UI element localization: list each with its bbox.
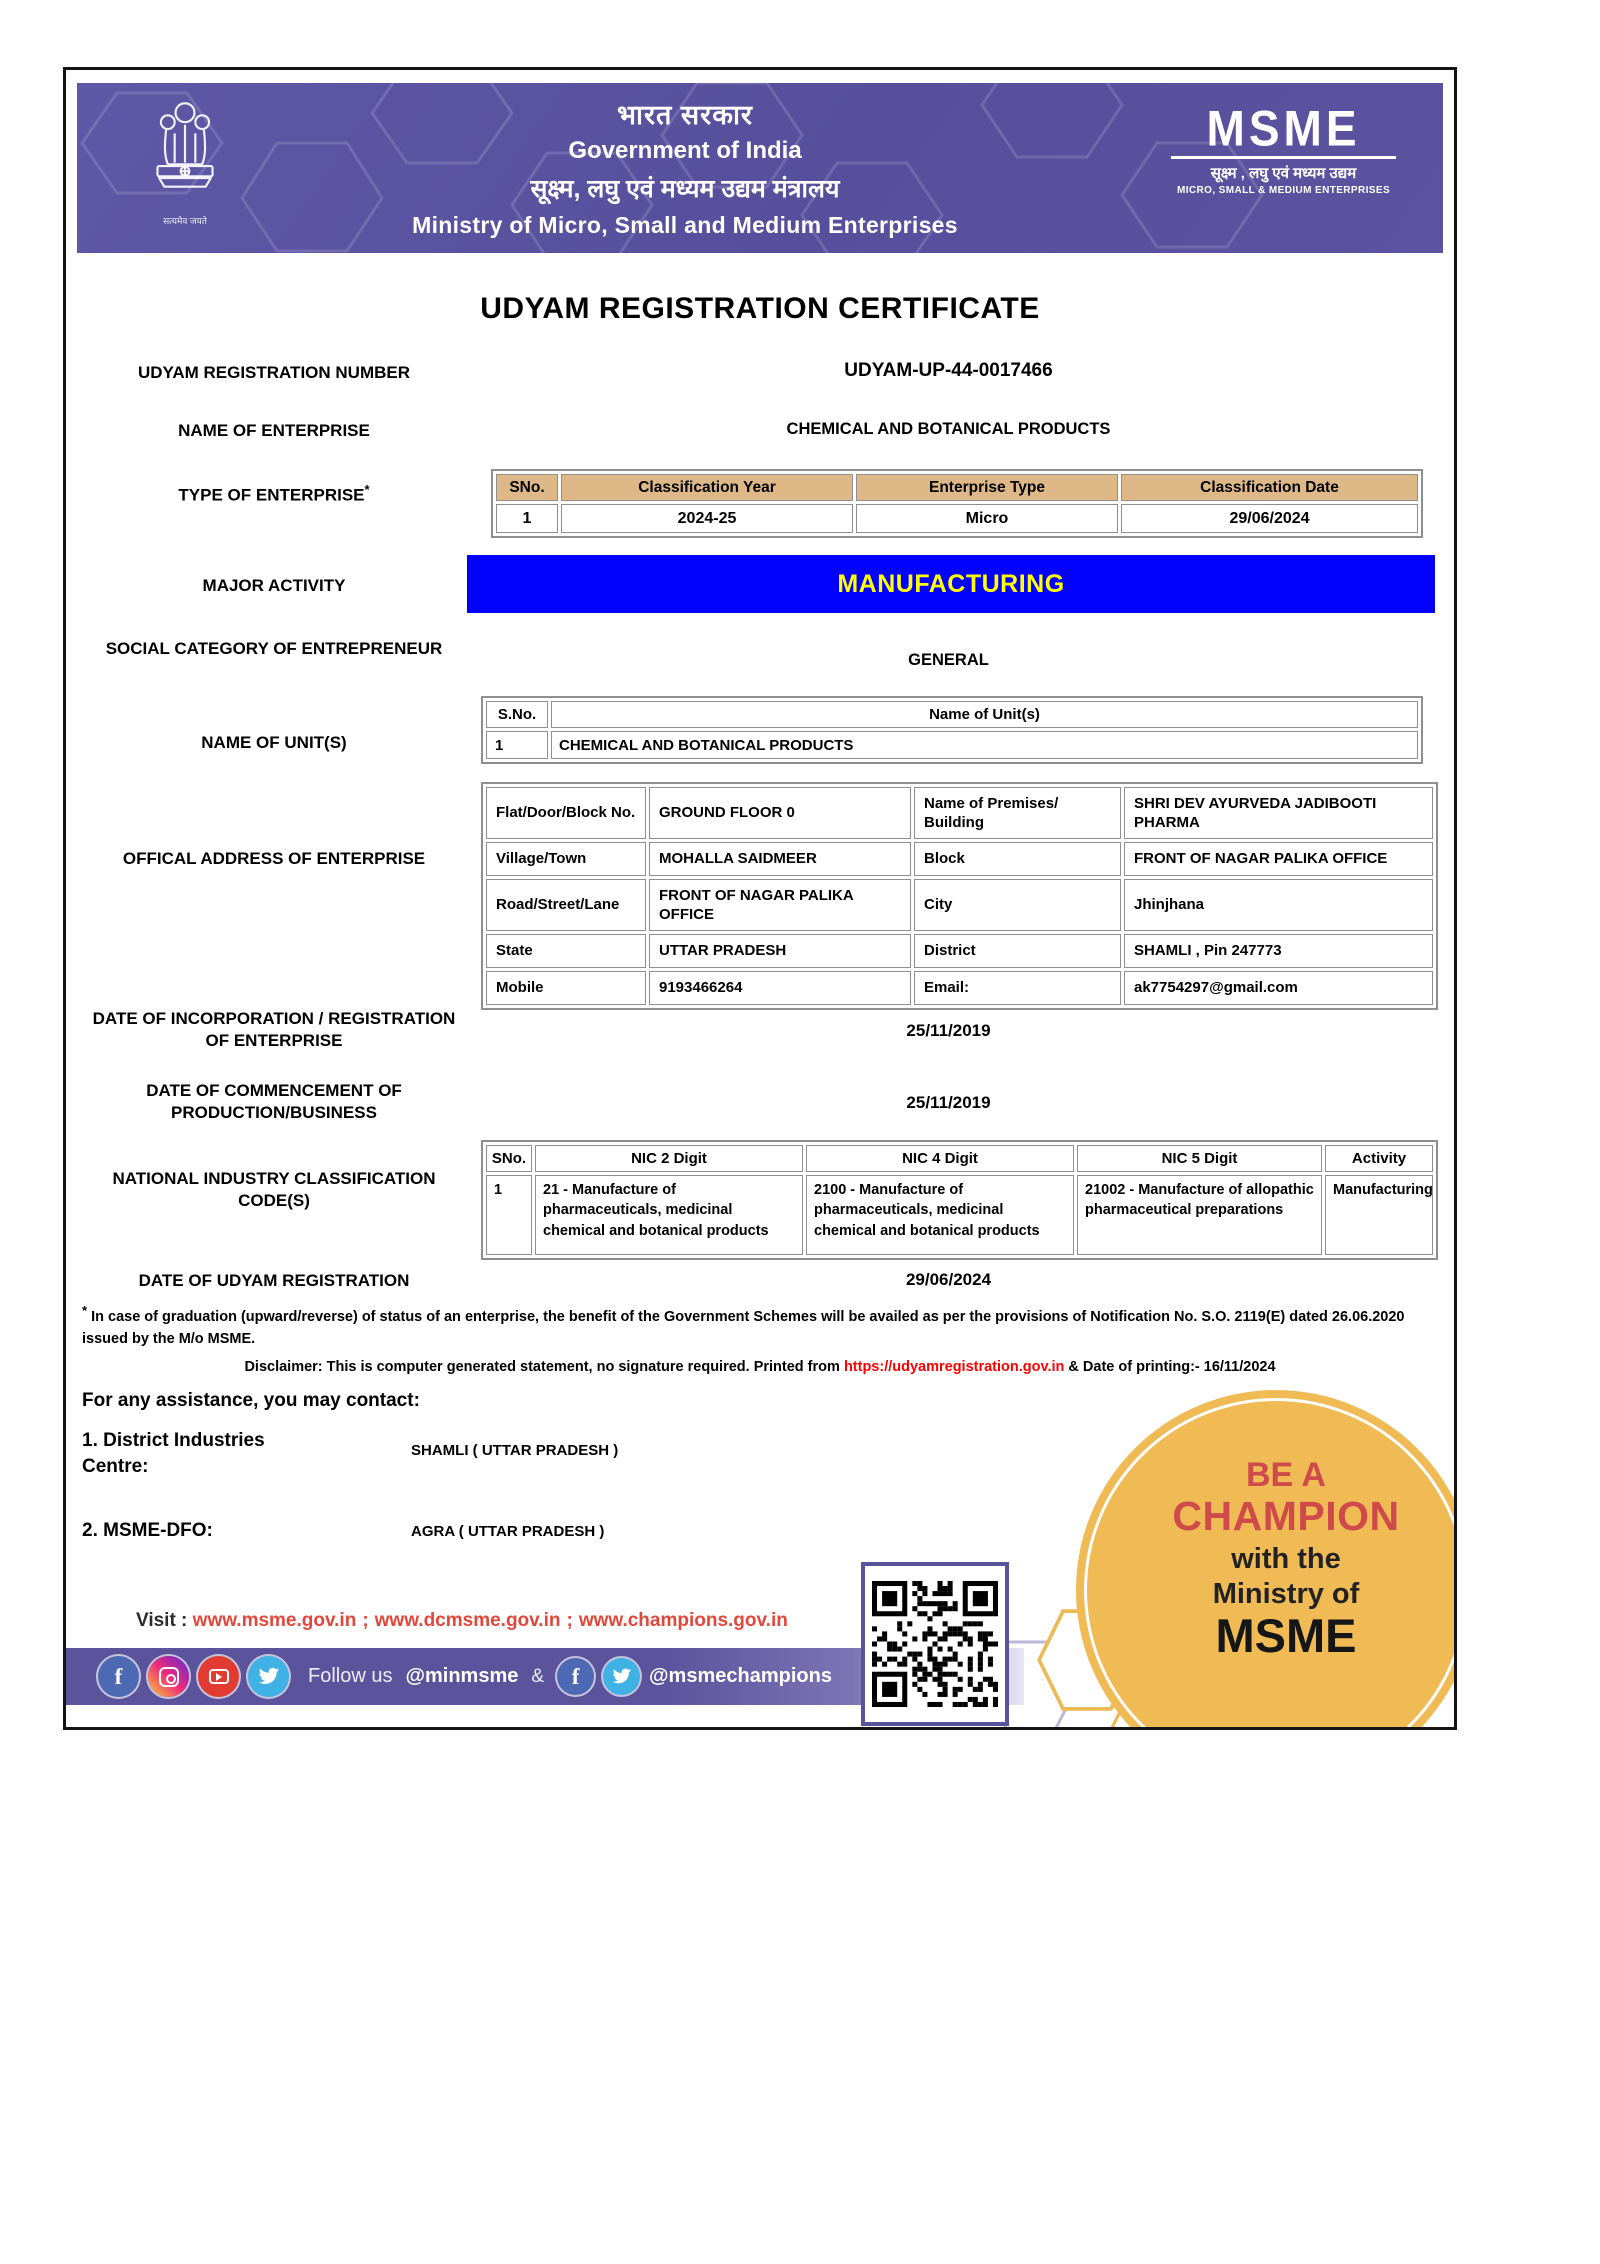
table-row [486,879,1433,931]
twitter-icon[interactable] [603,1658,640,1695]
cell-value: FRONT OF NAGAR PALIKA OFFICE [649,879,911,931]
cell-sno: 1 [496,504,558,533]
graduation-footnote [82,1301,1442,1351]
cell-sno: 1 [486,1175,532,1255]
conjunction-text: & [531,1665,545,1687]
msme-logo-text: MSME [1206,99,1361,157]
header-titles [257,95,1113,239]
disclaimer-prefix: Disclaimer: This is computer generated statement, no signature required. Printed from [244,1359,844,1375]
link-separator: ; [362,1610,369,1631]
table-row [486,971,1433,1005]
commencement-date-label: DATE OF COMMENCEMENT OF PRODUCTION/BUSINESS [146,1081,402,1123]
cell-value: Jhinjhana [1124,879,1433,931]
commencement-date-value: 25/11/2019 [906,1093,991,1112]
msme-tagline-hindi: सूक्ष्म , लघु एवं मध्यम उद्यम [1210,165,1357,182]
cell-label: City [914,879,1121,931]
district-industries-centre-value: SHAMLI ( UTTAR PRADESH ) [411,1442,619,1459]
cell-classification-date: 29/06/2024 [1121,504,1418,533]
msmechampions-handle[interactable]: @msmechampions [649,1665,832,1687]
cell-value: GROUND FLOOR 0 [649,787,911,839]
nic-table [481,1140,1438,1260]
cell-label: Email: [914,971,1121,1005]
twitter-bird-glyph [258,1667,280,1686]
column-header: S.No. [486,701,548,728]
msme-tagline-english: MICRO, SMALL & MEDIUM ENTERPRISES [1176,185,1391,196]
msme-gov-link[interactable]: www.msme.gov.in [192,1610,357,1631]
ministry-header-banner [77,83,1443,253]
cell-unit-name: CHEMICAL AND BOTANICAL PRODUCTS [551,731,1418,759]
champion-line: Ministry of [1212,1577,1360,1610]
govt-of-india: Government of India [568,137,802,164]
qr-code [872,1581,998,1707]
column-header: SNo. [496,474,558,501]
table-row [486,787,1433,839]
cell-email-value: ak7754297@gmail.com [1124,971,1433,1005]
table-row [486,934,1433,968]
udyam-date-label: DATE OF UDYAM REGISTRATION [138,1271,410,1290]
cell-label: District [914,934,1121,968]
district-industries-centre-label: 1. District Industries Centre: [82,1430,265,1477]
column-header: SNo. [486,1145,532,1172]
cell-classification-year: 2024-25 [561,504,853,533]
champion-line: BE A [1246,1456,1326,1494]
msme-dfo-value: AGRA ( UTTAR PRADESH ) [411,1523,605,1540]
udyam-certificate [63,67,1457,1730]
cell-nic4: 2100 - Manufacture of pharmaceuticals, medicinal chemical and botanical products [806,1175,1074,1255]
table-row [486,842,1433,876]
msme-logo-divider [1171,156,1397,159]
column-header: NIC 2 Digit [535,1145,803,1172]
footnote-text: In case of graduation (upward/reverse) of status of an enterprise, the benefit of the Government Schemes will be availed as per the provisions of Notification No. S.O. 2119(E) dated 26.06.2020 issued by the M/o MSME. [82,1308,1405,1348]
champion-line: MSME [1215,1608,1357,1662]
units-table [481,696,1423,764]
cell-label: Mobile [486,971,646,1005]
ashoka-emblem [125,95,245,241]
champion-line: CHAMPION [1172,1492,1400,1539]
nic-label: NATIONAL INDUSTRY CLASSIFICATION CODE(S) [112,1169,436,1211]
govt-of-india-hindi: भारत सरकार [617,100,753,130]
major-activity-banner [467,555,1435,613]
instagram-camera-glyph [159,1667,179,1687]
youtube-play-glyph [209,1669,229,1684]
enterprise-name-value: CHEMICAL AND BOTANICAL PRODUCTS [786,420,1111,438]
address-table [481,782,1438,1010]
ashoka-emblem-icon [142,95,228,213]
cell-label: State [486,934,646,968]
udyam-date-value: 29/06/2024 [905,1270,992,1289]
column-header: Classification Date [1121,474,1418,501]
major-activity-label: MAJOR ACTIVITY [202,576,346,595]
type-of-enterprise-table [491,469,1423,538]
table-header-row [486,701,1418,728]
column-header: Activity [1325,1145,1433,1172]
column-header: NIC 5 Digit [1077,1145,1322,1172]
msme-logo [1146,99,1421,196]
cell-label: Road/Street/Lane [486,879,646,931]
urn-value: UDYAM-UP-44-0017466 [844,360,1053,381]
cell-value: SHAMLI , Pin 247773 [1124,934,1433,968]
youtube-icon[interactable] [198,1656,239,1697]
incorporation-date-value: 25/11/2019 [906,1021,991,1040]
cell-value: 9193466264 [649,971,911,1005]
cell-label: Name of Premises/ Building [914,787,1121,839]
cell-label: Village/Town [486,842,646,876]
udyam-registration-link[interactable]: https://udyamregistration.gov.in [843,1359,1065,1375]
urn-label: UDYAM REGISTRATION NUMBER [137,363,410,382]
facebook-icon[interactable]: f [98,1656,139,1697]
enterprise-name-label: NAME OF ENTERPRISE [178,421,370,440]
column-header: Classification Year [561,474,853,501]
twitter-bird-glyph [612,1668,632,1685]
instagram-icon[interactable] [148,1656,189,1697]
cell-value: SHRI DEV AYURVEDA JADIBOOTI PHARMA [1124,787,1433,839]
cell-enterprise-type: Micro [856,504,1118,533]
cell-activity: Manufacturing [1325,1175,1433,1255]
ministry-name-hindi: सूक्ष्म, लघु एवं मध्यम उद्यम मंत्रालय [530,175,840,203]
follow-us-text: Follow us [308,1665,393,1687]
visit-links-row [136,1610,788,1632]
cell-sno: 1 [486,731,548,759]
social-category-value: GENERAL [908,651,989,669]
table-header-row [496,474,1418,501]
address-label: OFFICAL ADDRESS OF ENTERPRISE [122,849,426,868]
dcmsme-gov-link[interactable]: www.dcmsme.gov.in [374,1610,561,1631]
emblem-motto: सत्यमेव जयते [163,216,207,226]
cell-nic2: 21 - Manufacture of pharmaceuticals, medicinal chemical and botanical products [535,1175,803,1255]
disclaimer [66,1359,1454,1375]
column-header: Enterprise Type [856,474,1118,501]
page-title: UDYAM REGISTRATION CERTIFICATE [480,292,1040,325]
column-header: NIC 4 Digit [806,1145,1074,1172]
assistance-heading: For any assistance, you may contact: [82,1390,420,1411]
table-row [486,731,1418,759]
major-activity-value: MANUFACTURING [837,569,1065,598]
table-row [486,1175,1433,1255]
type-of-enterprise-label [88,482,460,507]
cell-value: MOHALLA SAIDMEER [649,842,911,876]
msme-dfo-label: 2. MSME-DFO: [82,1520,213,1541]
cell-label: Flat/Door/Block No. [486,787,646,839]
qr-code-box [861,1562,1009,1726]
cell-label: Block [914,842,1121,876]
units-label: NAME OF UNIT(S) [201,733,347,752]
champion-line: with the [1231,1542,1341,1575]
column-header: Name of Unit(s) [551,701,1418,728]
footnote-marker-ref: * [364,482,370,497]
table-row [496,504,1418,533]
disclaimer-suffix: & Date of printing:- 16/11/2024 [1064,1359,1276,1375]
champions-gov-link[interactable]: www.champions.gov.in [578,1610,788,1631]
social-category-label: SOCIAL CATEGORY OF ENTREPRENEUR [105,639,443,658]
footnote-marker: * [82,1303,88,1318]
cell-nic5: 21002 - Manufacture of allopathic pharmaceutical preparations [1077,1175,1322,1255]
incorporation-date-label: DATE OF INCORPORATION / REGISTRATION OF ENTERPRISE [92,1009,456,1051]
table-header-row [486,1145,1433,1172]
link-separator: ; [566,1610,573,1631]
cell-value: FRONT OF NAGAR PALIKA OFFICE [1124,842,1433,876]
type-of-enterprise-label-text: TYPE OF ENTERPRISE [178,485,365,505]
facebook-icon[interactable]: f [557,1658,594,1695]
ministry-name: Ministry of Micro, Small and Medium Enterprises [412,212,958,238]
twitter-icon[interactable] [248,1656,289,1697]
minmsme-handle[interactable]: @minmsme [405,1665,519,1687]
cell-value: UTTAR PRADESH [649,934,911,968]
champion-badge-text [1096,1458,1457,1660]
visit-label: Visit : [136,1610,188,1631]
